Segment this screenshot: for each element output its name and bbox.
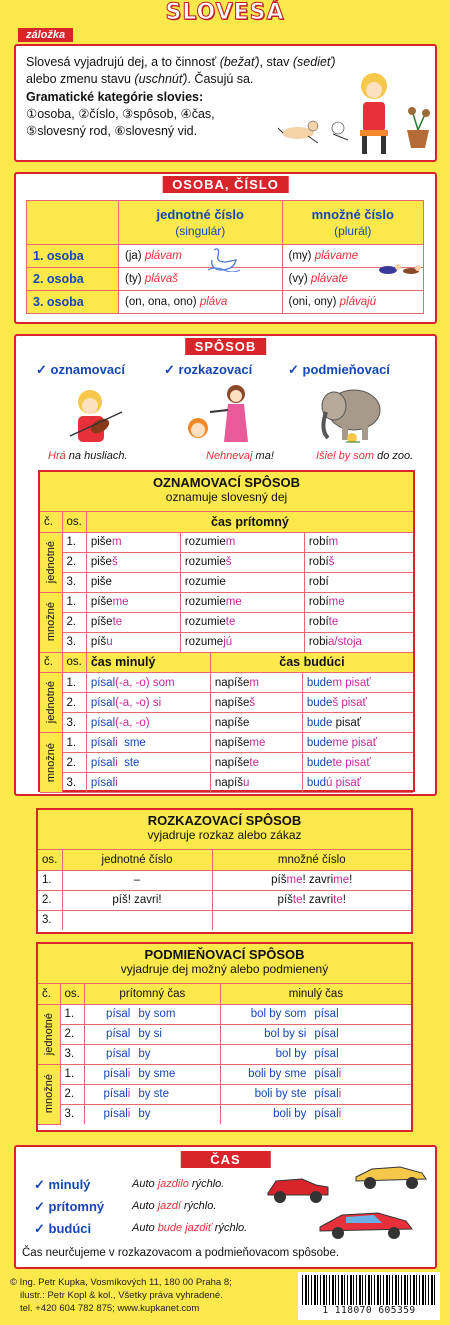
indicative-box bbox=[38, 470, 415, 792]
running-kids-illustration bbox=[278, 108, 358, 148]
person-number-heading: OSOBA, ČÍSLO bbox=[162, 176, 289, 193]
conditional-subtitle: vyjadruje dej možný alebo podmienený bbox=[120, 962, 329, 976]
mood-type-conditional: ✓ podmieňovací bbox=[288, 362, 390, 377]
elephant-illustration bbox=[316, 380, 396, 450]
conditional-table: č. os. prítomný čas minulý čas jednotné 1. písal by som bol by som písal 2. písal by si bol by si písal 3. písal by bol by písal množné 1. písali by sme boli by sme písali 2. písali by ste boli by ste písali 3. písali by boli by písali bbox=[38, 984, 411, 1125]
tense-present: ✓ prítomný bbox=[34, 1199, 105, 1214]
mood-heading: SPÔSOB bbox=[185, 338, 267, 355]
conditional-title: PODMIEŇOVACÍ SPÔSOB bbox=[144, 947, 305, 962]
indicative-title: OZNAMOVACÍ SPÔSOB bbox=[152, 475, 301, 490]
table-row: 3. osoba (on, ona, ono) pláva (oni, ony) plávajú bbox=[27, 291, 424, 314]
conditional-box bbox=[36, 942, 413, 1132]
plural-title: množné číslo bbox=[311, 206, 394, 222]
mood-panel bbox=[14, 334, 437, 796]
tab-label: záložka bbox=[18, 28, 73, 42]
imperative-subtitle: vyjadruje rozkaz alebo zákaz bbox=[147, 828, 302, 842]
swan-icon bbox=[206, 246, 240, 272]
sports-car-illustration bbox=[316, 1205, 416, 1239]
mood-type-indicative: ✓ oznamovací bbox=[36, 362, 125, 377]
imperative-title: ROZKAZOVACÍ SPÔSOB bbox=[147, 813, 302, 828]
vintage-car-illustration bbox=[262, 1171, 334, 1205]
tense-past: ✓ minulý bbox=[34, 1177, 91, 1192]
example-imperative: Nehnevaj ma! bbox=[206, 450, 274, 462]
page-title: SLOVESÁ bbox=[165, 0, 285, 25]
indicative-past-future-table: č. os. čas minulý čas budúci jednotné 1. písal(-a, -o) som napíšem budem pisať 2. písal(-a, -o) si napíšeš budeš pisať 3. písal(-a, -o) napíše bude pisať množné 1. písali sme napíšeme budeme pisať 2. písali ste napíšete budete pisať 3. písali napíšu budú pisať bbox=[40, 653, 413, 794]
imperative-table: os. jednotné číslo množné číslo 1. – píšme! zavrime! 2. píš! zavri! píšte! zavrite! 3. bbox=[38, 850, 411, 930]
indicative-present-table: č. os. čas prítomný jednotné 1. pišem rozumiem robím 2. pišeš rozumieš robíš 3. piše rozumie robí množné 1. píšeme rozumieme robíme 2. píšete rozumiete robíte 3. píšu rozumejú robia/stoja bbox=[40, 512, 413, 653]
table-row: 2. osoba (ty) plávaš (vy) plávate bbox=[27, 268, 424, 291]
footer-line-1: © Ing. Petr Kupka, Vosmíkových 11, 180 00 Praha 8; bbox=[10, 1277, 232, 1288]
flower-pot-illustration bbox=[402, 106, 434, 150]
barcode-number: 1 118070 605359 bbox=[322, 1305, 416, 1316]
indicative-header bbox=[40, 472, 413, 512]
sitting-girl-illustration bbox=[352, 68, 396, 156]
footer bbox=[10, 1276, 232, 1315]
mood-type-imperative: ✓ rozkazovací bbox=[164, 362, 253, 377]
convertible-car-illustration bbox=[352, 1159, 430, 1191]
tense-future-example: Auto bude jazdiť rýchlo. bbox=[132, 1222, 248, 1234]
table-row: 1. osoba (ja) plávam (my) plávame bbox=[27, 245, 424, 268]
scolding-woman-illustration bbox=[184, 382, 264, 448]
intro-categories-1: ①osoba, ②číslo, ③spôsob, ④čas, bbox=[26, 107, 215, 121]
imperative-box bbox=[36, 808, 413, 934]
person-number-panel bbox=[14, 172, 437, 324]
intro-categories-2: ⑤slovesný rod, ⑥slovesný vid. bbox=[26, 124, 198, 138]
barcode-bars bbox=[302, 1275, 436, 1305]
tense-present-example: Auto jazdí rýchlo. bbox=[132, 1200, 217, 1212]
plural-subtitle: (plurál) bbox=[334, 223, 372, 238]
intro-line-2: alebo zmenu stavu (uschnúť). Časujú sa. bbox=[26, 72, 254, 86]
singular-subtitle: (singulár) bbox=[175, 223, 226, 238]
swimmers-icon bbox=[378, 258, 422, 278]
tense-panel bbox=[14, 1145, 437, 1269]
indicative-subtitle: oznamuje slovesný dej bbox=[165, 490, 288, 504]
footer-line-2: ilustr.: Petr Kopl & kol., Všetky práva vyhradené. bbox=[20, 1290, 223, 1301]
example-indicative: Hrá na husliach. bbox=[48, 450, 128, 462]
footer-line-3: tel. +420 604 782 875; www.kupkanet.com bbox=[20, 1303, 200, 1314]
tense-heading: ČAS bbox=[180, 1151, 270, 1168]
tense-past-example: Auto jazdilo rýchlo. bbox=[132, 1178, 225, 1190]
singular-title: jednotné číslo bbox=[156, 206, 244, 222]
violinist-illustration bbox=[60, 386, 128, 448]
intro-line-1: Slovesá vyjadrujú dej, a to činnosť (bežať), stav (sedieť) bbox=[26, 55, 336, 69]
tense-future: ✓ budúci bbox=[34, 1221, 92, 1236]
tense-note: Čas neurčujeme v rozkazovacom a podmieňovacom spôsobe. bbox=[22, 1247, 340, 1259]
intro-panel bbox=[14, 44, 437, 162]
example-conditional: Išiel by som do zoo. bbox=[316, 450, 414, 462]
intro-heading: Gramatické kategórie slovies: bbox=[26, 90, 204, 104]
barcode bbox=[298, 1272, 440, 1320]
